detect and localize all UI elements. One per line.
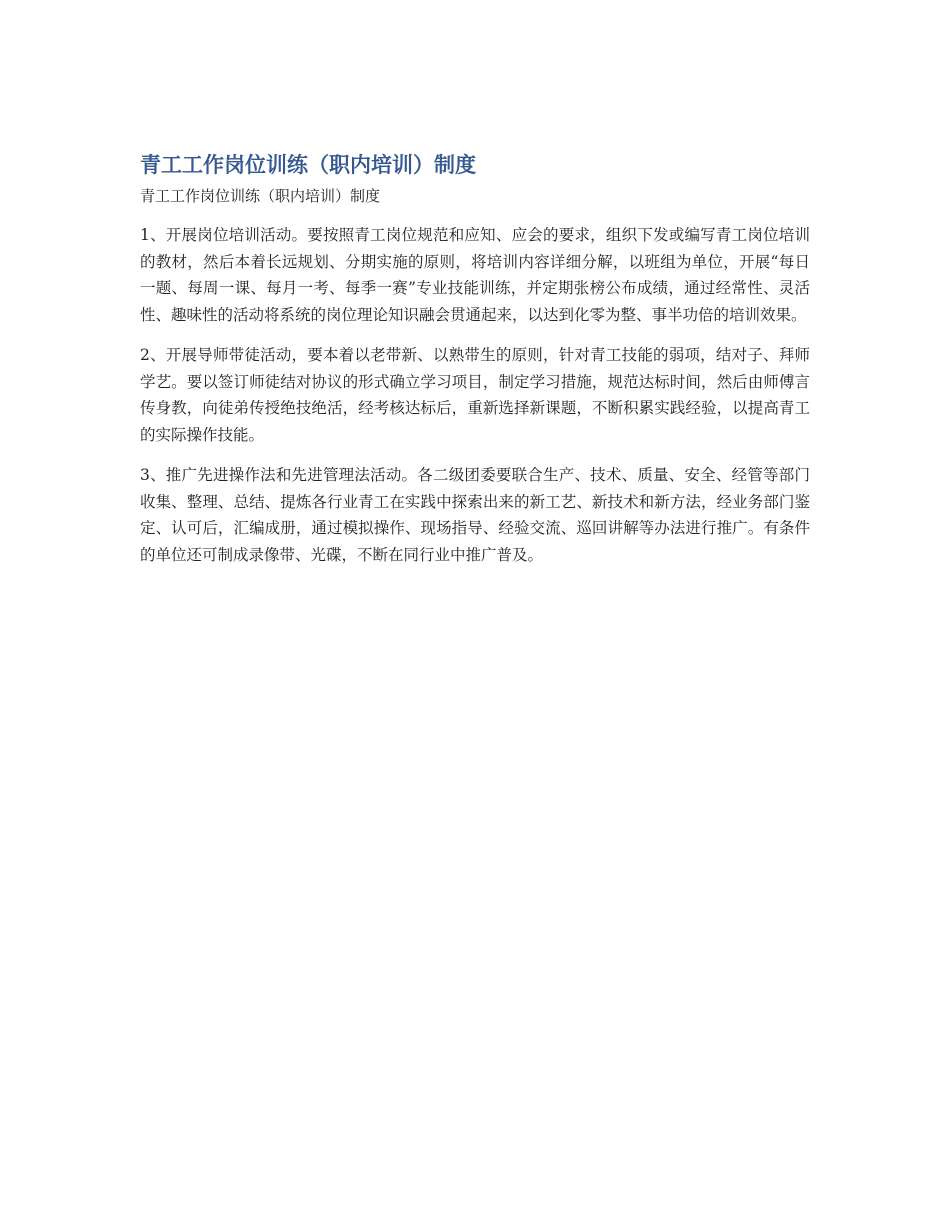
- paragraph-3: 3、推广先进操作法和先进管理法活动。各二级团委要联合生产、技术、质量、安全、经管等部门收集、整理、总结、提炼各行业青工在实践中探索出来的新工艺、新技术和新方法，经业务部门鉴定、认可后，汇编成册，通过模拟操作、现场指导、经验交流、巡回讲解等办法进行推广。有条件的单位还可制成录像带、光碟，不断在同行业中推广普及。: [140, 466, 810, 564]
- paragraph-1: 1、开展岗位培训活动。要按照青工岗位规范和应知、应会的要求，组织下发或编写青工岗位培训的教材，然后本着长远规划、分期实施的原则，将培训内容详细分解，以班组为单位，开展“每日一题、每周一课、每月一考、每季一赛”专业技能训练，并定期张榜公布成绩，通过经常性、灵活性、趣味性的活动将系统的岗位理论知识融会贯通起来，以达到化零为整、事半功倍的培训效果。: [140, 226, 810, 324]
- document-body: [140, 150, 810, 568]
- document-title: 青工工作岗位训练（职内培训）制度: [140, 153, 476, 177]
- paragraph-2: 2、开展导师带徒活动，要本着以老带新、以熟带生的原则，针对青工技能的弱项，结对子、拜师学艺。要以签订师徒结对协议的形式确立学习项目，制定学习措施，规范达标时间，然后由师傅言传身教，向徒弟传授绝技绝活，经考核达标后，重新选择新课题，不断积累实践经验，以提高青工的实际操作技能。: [140, 346, 810, 444]
- document-subtitle: 青工工作岗位训练（职内培训）制度: [140, 187, 381, 205]
